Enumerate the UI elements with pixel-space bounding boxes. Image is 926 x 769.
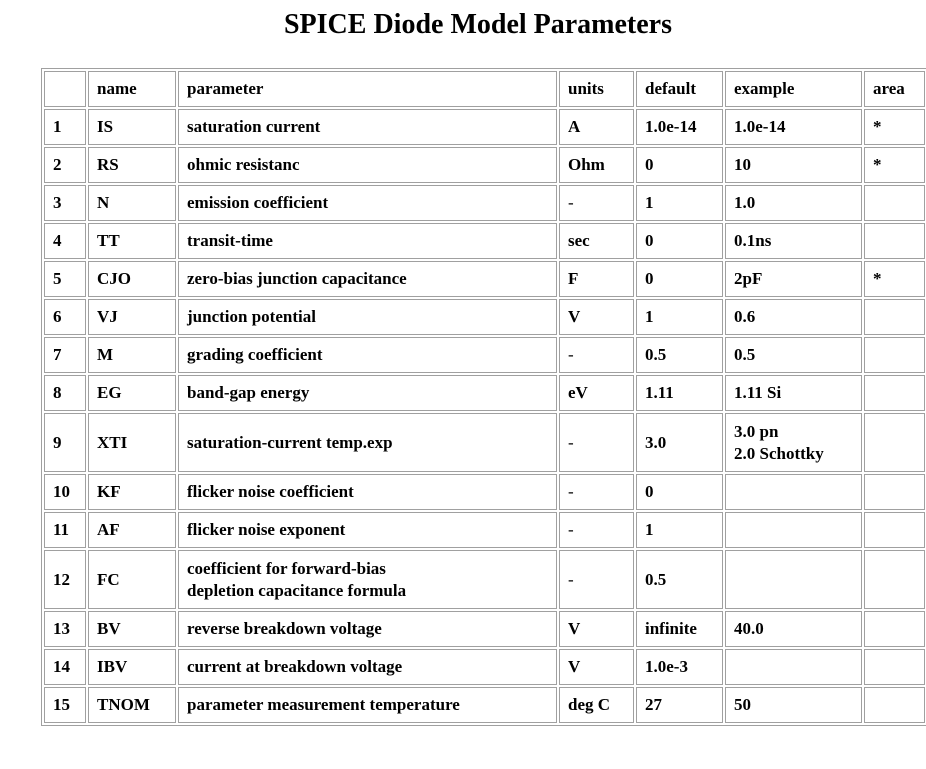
units-cell: -: [559, 474, 634, 510]
area-cell: [864, 512, 925, 548]
table-row: [44, 611, 925, 647]
page-title: SPICE Diode Model Parameters: [283, 9, 673, 40]
default-value-cell: 1.11: [636, 375, 723, 411]
example-value-cell-line: 3.0 pn: [734, 421, 779, 441]
param-name-cell: IS: [88, 109, 176, 145]
default-value-cell: infinite: [636, 611, 723, 647]
units-cell: V: [559, 649, 634, 685]
param-description-cell-line: flicker noise exponent: [187, 520, 346, 539]
header-cell-example: example: [725, 71, 862, 107]
default-value-cell: 27: [636, 687, 723, 723]
area-cell: [864, 413, 925, 472]
row-number-cell: 13: [44, 611, 86, 647]
param-description-cell-line: ohmic resistanc: [187, 155, 300, 174]
example-value-cell-line: 1.0: [734, 193, 756, 212]
area-cell: [864, 550, 925, 609]
row-number-cell: 11: [44, 512, 86, 548]
example-value-cell: [725, 649, 862, 685]
example-value-cell-line: 40.0: [734, 619, 764, 638]
header-cell-area: area: [864, 71, 925, 107]
area-cell: *: [864, 109, 925, 145]
default-value-cell: 0: [636, 261, 723, 297]
default-value-cell: 1: [636, 185, 723, 221]
row-number-cell: 6: [44, 299, 86, 335]
param-description-cell: [178, 299, 557, 335]
param-description-cell-line: grading coefficient: [187, 345, 323, 364]
param-description-cell: [178, 649, 557, 685]
example-value-cell: [725, 299, 862, 335]
param-description-cell-line: transit-time: [187, 231, 273, 250]
area-cell: [864, 649, 925, 685]
param-description-cell-line: parameter measurement temperature: [187, 695, 460, 714]
default-value-cell: 1.0e-3: [636, 649, 723, 685]
example-value-cell: [725, 109, 862, 145]
table-row: [44, 223, 925, 259]
param-description-cell: [178, 261, 557, 297]
param-name-cell: XTI: [88, 413, 176, 472]
default-value-cell: 0: [636, 147, 723, 183]
param-description-cell-line: reverse breakdown voltage: [187, 619, 382, 638]
area-cell: [864, 611, 925, 647]
example-value-cell-line: 2.0 Schottky: [734, 443, 824, 463]
default-value-cell: 1.0e-14: [636, 109, 723, 145]
example-value-cell: [725, 185, 862, 221]
row-number-cell: 1: [44, 109, 86, 145]
default-value-cell: 0.5: [636, 337, 723, 373]
header-cell-default: default: [636, 71, 723, 107]
param-description-cell: [178, 337, 557, 373]
units-cell: -: [559, 337, 634, 373]
example-value-cell: [725, 512, 862, 548]
param-description-cell: [178, 223, 557, 259]
table-row: [44, 512, 925, 548]
param-description-cell-line: emission coefficient: [187, 193, 329, 212]
area-cell: [864, 474, 925, 510]
area-cell: *: [864, 147, 925, 183]
area-cell: [864, 337, 925, 373]
table-row: [44, 550, 925, 609]
units-cell: -: [559, 550, 634, 609]
example-value-cell: [725, 413, 862, 472]
units-cell: A: [559, 109, 634, 145]
table-row: [44, 687, 925, 723]
param-name-cell: EG: [88, 375, 176, 411]
table-row: [44, 413, 925, 472]
table-row: [44, 109, 925, 145]
table-row: [44, 185, 925, 221]
param-description-cell-line: junction potential: [187, 307, 316, 326]
example-value-cell: [725, 611, 862, 647]
param-description-cell: [178, 375, 557, 411]
row-number-cell: 4: [44, 223, 86, 259]
units-cell: -: [559, 185, 634, 221]
example-value-cell: [725, 223, 862, 259]
example-value-cell: [725, 687, 862, 723]
param-description-cell-line: coefficient for forward-bias: [187, 558, 386, 578]
param-name-cell: M: [88, 337, 176, 373]
param-name-cell: KF: [88, 474, 176, 510]
param-description-cell: [178, 550, 557, 609]
default-value-cell: 1: [636, 299, 723, 335]
example-value-cell: [725, 474, 862, 510]
param-name-cell: TT: [88, 223, 176, 259]
param-description-cell: [178, 611, 557, 647]
default-value-cell: 0: [636, 474, 723, 510]
example-value-cell-line: 2pF: [734, 269, 763, 288]
table-row: [44, 299, 925, 335]
param-description-cell-line: band-gap energy: [187, 383, 310, 402]
header-cell-units: units: [559, 71, 634, 107]
param-name-cell: FC: [88, 550, 176, 609]
example-value-cell: [725, 550, 862, 609]
header-cell-name: name: [88, 71, 176, 107]
param-description-cell: [178, 109, 557, 145]
example-value-cell: [725, 375, 862, 411]
param-description-cell: [178, 474, 557, 510]
example-value-cell: [725, 147, 862, 183]
area-cell: [864, 375, 925, 411]
row-number-cell: 5: [44, 261, 86, 297]
param-name-cell: BV: [88, 611, 176, 647]
units-cell: eV: [559, 375, 634, 411]
row-number-cell: 2: [44, 147, 86, 183]
row-number-cell: 12: [44, 550, 86, 609]
row-number-cell: 15: [44, 687, 86, 723]
default-value-cell: 0.5: [636, 550, 723, 609]
param-description-cell-line: zero-bias junction capacitance: [187, 269, 407, 288]
units-cell: F: [559, 261, 634, 297]
row-number-cell: 3: [44, 185, 86, 221]
row-number-cell: 14: [44, 649, 86, 685]
param-name-cell: TNOM: [88, 687, 176, 723]
param-description-cell-line: depletion capacitance formula: [187, 580, 407, 600]
example-value-cell-line: 50: [734, 695, 751, 714]
param-name-cell: VJ: [88, 299, 176, 335]
header-cell-index: [44, 71, 86, 107]
default-value-cell: 3.0: [636, 413, 723, 472]
example-value-cell-line: 0.6: [734, 307, 756, 326]
example-value-cell-line: 1.0e-14: [734, 117, 786, 136]
param-name-cell: CJO: [88, 261, 176, 297]
table-row: [44, 474, 925, 510]
units-cell: Ohm: [559, 147, 634, 183]
default-value-cell: 1: [636, 512, 723, 548]
row-number-cell: 9: [44, 413, 86, 472]
param-description-cell: [178, 147, 557, 183]
param-name-cell: N: [88, 185, 176, 221]
header-cell-parameter: parameter: [178, 71, 557, 107]
param-description-cell-line: saturation current: [187, 117, 321, 136]
param-description-cell-line: current at breakdown voltage: [187, 657, 403, 676]
default-value-cell: 0: [636, 223, 723, 259]
param-description-cell: [178, 687, 557, 723]
area-cell: [864, 687, 925, 723]
table-row: [44, 147, 925, 183]
row-number-cell: 8: [44, 375, 86, 411]
param-description-cell: [178, 185, 557, 221]
table-row: [44, 337, 925, 373]
example-value-cell-line: 0.1ns: [734, 231, 772, 250]
example-value-cell-line: 0.5: [734, 345, 756, 364]
example-value-cell-line: 10: [734, 155, 751, 174]
table-header-row: [44, 71, 925, 107]
row-number-cell: 7: [44, 337, 86, 373]
table-row: [44, 261, 925, 297]
table-row: [44, 375, 925, 411]
param-description-cell-line: flicker noise coefficient: [187, 482, 354, 501]
area-cell: *: [864, 261, 925, 297]
param-description-cell: [178, 512, 557, 548]
row-number-cell: 10: [44, 474, 86, 510]
area-cell: [864, 223, 925, 259]
param-name-cell: IBV: [88, 649, 176, 685]
units-cell: -: [559, 413, 634, 472]
units-cell: sec: [559, 223, 634, 259]
param-name-cell: RS: [88, 147, 176, 183]
param-description-cell: [178, 413, 557, 472]
example-value-cell-line: 1.11 Si: [734, 383, 782, 402]
area-cell: [864, 185, 925, 221]
param-description-cell-line: saturation-current temp.exp: [187, 432, 393, 452]
example-value-cell: [725, 261, 862, 297]
units-cell: -: [559, 512, 634, 548]
area-cell: [864, 299, 925, 335]
units-cell: V: [559, 299, 634, 335]
example-value-cell: [725, 337, 862, 373]
param-name-cell: AF: [88, 512, 176, 548]
table-row: [44, 649, 925, 685]
units-cell: deg C: [559, 687, 634, 723]
diode-parameters-table: [41, 68, 926, 726]
units-cell: V: [559, 611, 634, 647]
